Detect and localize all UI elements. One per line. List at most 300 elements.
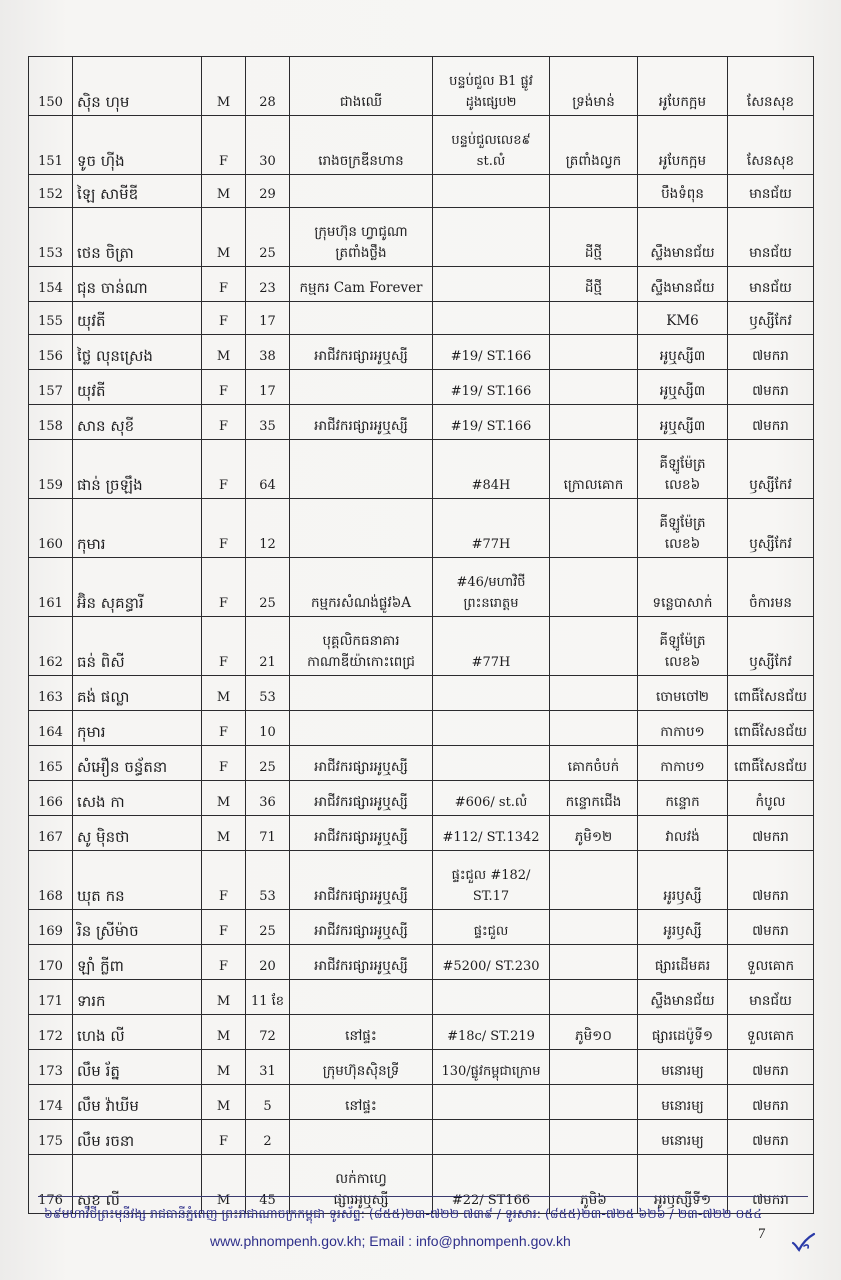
sex-text: F — [218, 596, 229, 611]
village-text: ភូមិ៦ — [580, 1192, 607, 1208]
address-cell — [433, 302, 550, 335]
district-cell — [728, 1015, 814, 1050]
district-cell — [728, 617, 814, 676]
table-row — [29, 910, 814, 945]
person-name-text: ទារក — [77, 992, 106, 1010]
district-cell — [728, 175, 814, 208]
occupation-cell — [290, 980, 433, 1015]
patient-records-table — [28, 56, 814, 1214]
commune-text: កាកាប១ — [660, 724, 705, 740]
age-text: 5 — [263, 1099, 272, 1114]
occupation-cell — [290, 57, 433, 116]
commune-cell — [638, 980, 728, 1015]
row-number-text: 174 — [38, 1099, 63, 1114]
row-number-text: 169 — [38, 924, 63, 939]
village-cell — [550, 175, 638, 208]
district-text: ៧មករា — [752, 1133, 789, 1149]
village-text: ទ្រង់មាន់ — [572, 94, 615, 110]
row-number-cell — [29, 851, 73, 910]
person-name-text: ថេន ចិត្រា — [77, 244, 134, 262]
person-name-text: សូ មុិនថា — [77, 828, 130, 846]
district-cell — [728, 1120, 814, 1155]
sex-cell — [202, 1015, 246, 1050]
village-cell — [550, 302, 638, 335]
person-name-cell — [73, 208, 202, 267]
commune-cell — [638, 116, 728, 175]
district-cell — [728, 440, 814, 499]
age-cell — [246, 116, 290, 175]
age-cell — [246, 440, 290, 499]
village-text: គោកចំបក់ — [567, 759, 620, 775]
person-name-text: ទូច ហ៊ីង — [77, 152, 125, 170]
person-name-text: ហេង លី — [77, 1027, 125, 1045]
sex-cell — [202, 558, 246, 617]
district-text: ៧មករា — [752, 1192, 789, 1208]
age-text: 72 — [259, 1029, 276, 1044]
sex-text: F — [218, 959, 229, 974]
district-cell — [728, 1085, 814, 1120]
occupation-cell — [290, 405, 433, 440]
person-name-cell — [73, 980, 202, 1015]
occupation-text: ក្រុមហ៊ុន ហ្វាជូណា ត្រពាំងថ្លឹង — [314, 224, 408, 261]
address-cell — [433, 558, 550, 617]
occupation-cell — [290, 1015, 433, 1050]
age-cell — [246, 175, 290, 208]
age-text: 28 — [259, 95, 276, 110]
row-number-text: 150 — [38, 95, 63, 110]
occupation-text: ជាងឈើ — [339, 94, 383, 110]
occupation-text: លក់កាហ្វេ ផ្សារអូឬស្សី — [333, 1171, 389, 1208]
age-cell — [246, 1085, 290, 1120]
commune-text: ចោមចៅ២ — [655, 689, 710, 705]
row-number-text: 163 — [38, 690, 63, 705]
age-text: 71 — [259, 830, 276, 845]
row-number-text: 157 — [38, 384, 63, 399]
address-text: #77H — [471, 537, 511, 552]
age-text: 17 — [259, 384, 276, 399]
person-name-cell — [73, 851, 202, 910]
age-text: 25 — [259, 924, 276, 939]
row-number-cell — [29, 440, 73, 499]
age-cell — [246, 405, 290, 440]
sex-cell — [202, 1050, 246, 1085]
person-name-text: ថ្លៃ លុនស្រេង — [77, 347, 153, 365]
address-text: #77H — [471, 655, 511, 670]
occupation-cell — [290, 370, 433, 405]
table-row — [29, 208, 814, 267]
commune-text: ផ្សារដើមគរ — [654, 958, 711, 974]
age-cell — [246, 1155, 290, 1214]
age-text: 30 — [259, 154, 276, 169]
table-row — [29, 711, 814, 746]
sex-text: F — [218, 384, 229, 399]
age-text: 17 — [259, 314, 276, 329]
village-cell — [550, 335, 638, 370]
table-row — [29, 945, 814, 980]
row-number-cell — [29, 676, 73, 711]
sex-cell — [202, 945, 246, 980]
person-name-cell — [73, 175, 202, 208]
person-name-text: សេង កា — [77, 793, 125, 811]
occupation-text: អាជីវករផ្សារអូឬស្សី — [314, 829, 408, 845]
village-cell — [550, 370, 638, 405]
district-cell — [728, 711, 814, 746]
village-cell — [550, 711, 638, 746]
occupation-cell — [290, 1120, 433, 1155]
occupation-text: កម្មករ Cam Forever — [299, 280, 423, 296]
village-cell — [550, 1050, 638, 1085]
sex-text: M — [216, 1099, 231, 1114]
age-text: 11 ខែ — [250, 994, 285, 1009]
person-name-cell — [73, 617, 202, 676]
row-number-text: 162 — [38, 655, 63, 670]
person-name-cell — [73, 302, 202, 335]
person-name-text: កុមារ — [77, 723, 106, 741]
commune-text: គីឡូម៉ែត្រ លេខ៦ — [659, 633, 706, 670]
village-text: ភូមិ១២ — [574, 829, 613, 845]
age-cell — [246, 617, 290, 676]
district-text: ៧មករា — [752, 418, 789, 434]
address-text: #19/ ST.166 — [450, 419, 532, 434]
sex-cell — [202, 370, 246, 405]
address-cell — [433, 617, 550, 676]
sex-text: F — [218, 478, 229, 493]
village-text: ក្រោលគោក — [563, 477, 624, 493]
address-cell — [433, 1120, 550, 1155]
district-cell — [728, 851, 814, 910]
row-number-cell — [29, 980, 73, 1015]
address-text: #84H — [471, 478, 511, 493]
commune-cell — [638, 781, 728, 816]
row-number-cell — [29, 1155, 73, 1214]
row-number-cell — [29, 617, 73, 676]
district-text: ពោធិ៍សែនជ័យ — [734, 759, 807, 775]
occupation-cell — [290, 440, 433, 499]
person-name-cell — [73, 57, 202, 116]
age-text: 25 — [259, 596, 276, 611]
occupation-cell — [290, 617, 433, 676]
village-cell — [550, 1015, 638, 1050]
commune-text: កាកាប១ — [660, 759, 705, 775]
age-cell — [246, 1050, 290, 1085]
commune-cell — [638, 1155, 728, 1214]
sex-cell — [202, 816, 246, 851]
age-text: 20 — [259, 959, 276, 974]
occupation-cell — [290, 746, 433, 781]
table-row — [29, 1085, 814, 1120]
address-text: ផ្ទះជួល #182/ ST.17 — [451, 868, 531, 904]
sex-cell — [202, 711, 246, 746]
age-text: 23 — [259, 281, 276, 296]
person-name-text: ជុន ចាន់ណា — [77, 279, 148, 297]
person-name-cell — [73, 910, 202, 945]
table-row — [29, 1050, 814, 1085]
district-text: ៧មករា — [752, 348, 789, 364]
age-cell — [246, 746, 290, 781]
person-name-text: លឹម វ៉ាឃីម — [77, 1097, 139, 1115]
age-text: 25 — [259, 760, 276, 775]
person-name-cell — [73, 335, 202, 370]
district-text: ឫស្សីកែវ — [749, 313, 792, 329]
row-number-cell — [29, 57, 73, 116]
commune-cell — [638, 57, 728, 116]
commune-text: កន្ទោក — [665, 794, 700, 810]
footer-contact: www.phnompenh.gov.kh; Email : info@phnompenh.gov.kh — [210, 1233, 571, 1249]
occupation-text: អាជីវករផ្សារអូឬស្សី — [314, 923, 408, 939]
table-row — [29, 405, 814, 440]
sex-text: F — [218, 281, 229, 296]
village-cell — [550, 208, 638, 267]
commune-text: អូឬស្សី៣ — [659, 383, 706, 399]
address-cell — [433, 57, 550, 116]
age-cell — [246, 302, 290, 335]
page-number: 7 — [758, 1226, 766, 1242]
person-name-text: យុវតី — [77, 312, 106, 330]
sex-cell — [202, 302, 246, 335]
commune-text: បឹងទំពុន — [661, 186, 704, 202]
occupation-text: អាជីវករផ្សារអូឬស្សី — [314, 888, 408, 904]
address-cell — [433, 945, 550, 980]
table-row — [29, 370, 814, 405]
age-cell — [246, 910, 290, 945]
age-text: 29 — [259, 187, 276, 202]
table-row — [29, 440, 814, 499]
commune-cell — [638, 499, 728, 558]
district-cell — [728, 267, 814, 302]
row-number-text: 175 — [38, 1134, 63, 1149]
address-cell — [433, 781, 550, 816]
row-number-text: 152 — [38, 187, 63, 202]
age-cell — [246, 945, 290, 980]
commune-cell — [638, 208, 728, 267]
address-cell — [433, 267, 550, 302]
district-text: សែនសុខ — [746, 153, 795, 169]
village-cell — [550, 851, 638, 910]
commune-text: អូបែកក្អម — [658, 94, 707, 110]
age-cell — [246, 676, 290, 711]
district-cell — [728, 910, 814, 945]
address-text: #19/ ST.166 — [450, 349, 532, 364]
commune-cell — [638, 335, 728, 370]
age-text: 45 — [259, 1193, 276, 1208]
district-text: ចំការមន — [749, 595, 792, 611]
commune-text: គីឡូម៉ែត្រ លេខ៦ — [659, 456, 706, 493]
village-cell — [550, 1155, 638, 1214]
table-row — [29, 746, 814, 781]
person-name-cell — [73, 370, 202, 405]
address-cell — [433, 440, 550, 499]
village-cell — [550, 440, 638, 499]
address-text: 130/ផ្លូវកម្ពុជាក្រោម — [441, 1064, 541, 1079]
district-text: ឫស្សីកែវ — [749, 477, 792, 493]
person-name-text: ផាន់ ច្រឡឹង — [77, 476, 143, 494]
row-number-cell — [29, 558, 73, 617]
district-cell — [728, 335, 814, 370]
age-text: 35 — [259, 419, 276, 434]
occupation-cell — [290, 781, 433, 816]
sex-text: M — [216, 95, 231, 110]
person-name-text: យុវតី — [77, 382, 106, 400]
person-name-text: ឡាំ ក្លីពា — [77, 957, 124, 975]
district-text: ពោធិ៍សែនជ័យ — [734, 724, 807, 740]
age-text: 38 — [259, 349, 276, 364]
occupation-text: អាជីវករផ្សារអូឬស្សី — [314, 759, 408, 775]
row-number-cell — [29, 302, 73, 335]
commune-text: អូរឫស្សី — [663, 923, 702, 939]
district-text: ៧មករា — [752, 1098, 789, 1114]
row-number-cell — [29, 910, 73, 945]
occupation-text: កម្មករសំណង់ផ្លូវ៦A — [310, 595, 412, 611]
commune-cell — [638, 617, 728, 676]
address-cell — [433, 676, 550, 711]
occupation-text: អាជីវករផ្សារអូឬស្សី — [314, 958, 408, 974]
district-cell — [728, 558, 814, 617]
village-text: កន្ទោកជើង — [565, 794, 622, 810]
person-name-text: ឡៃ សាមីឌី — [77, 185, 139, 203]
district-text: ឫស្សីកែវ — [749, 536, 792, 552]
commune-text: KM6 — [666, 313, 699, 329]
person-name-text: ស៊ិន ហុម — [77, 93, 130, 111]
occupation-cell — [290, 302, 433, 335]
district-cell — [728, 370, 814, 405]
village-text: ដីថ្មី — [584, 245, 603, 261]
row-number-text: 171 — [38, 994, 63, 1009]
row-number-text: 165 — [38, 760, 63, 775]
sex-text: F — [218, 889, 229, 904]
sex-text: F — [218, 537, 229, 552]
district-text: មានជ័យ — [749, 280, 792, 296]
district-cell — [728, 676, 814, 711]
address-cell — [433, 980, 550, 1015]
commune-cell — [638, 405, 728, 440]
age-cell — [246, 57, 290, 116]
occupation-cell — [290, 851, 433, 910]
commune-text: ផ្សារដេប៉ូទី១ — [651, 1028, 714, 1044]
person-name-cell — [73, 676, 202, 711]
village-cell — [550, 781, 638, 816]
commune-cell — [638, 746, 728, 781]
address-cell — [433, 208, 550, 267]
footer-divider — [38, 1196, 808, 1197]
sex-text: M — [216, 1029, 231, 1044]
commune-text: អូបែកក្អម — [658, 153, 707, 169]
sex-text: F — [218, 314, 229, 329]
commune-text: គីឡូម៉ែត្រ លេខ៦ — [659, 515, 706, 552]
occupation-cell — [290, 208, 433, 267]
row-number-cell — [29, 335, 73, 370]
sex-cell — [202, 267, 246, 302]
age-cell — [246, 370, 290, 405]
row-number-cell — [29, 781, 73, 816]
row-number-text: 173 — [38, 1064, 63, 1079]
district-cell — [728, 746, 814, 781]
commune-cell — [638, 1050, 728, 1085]
age-cell — [246, 1120, 290, 1155]
occupation-cell — [290, 711, 433, 746]
age-text: 31 — [259, 1064, 276, 1079]
address-cell — [433, 405, 550, 440]
age-cell — [246, 711, 290, 746]
commune-text: ស្ទឹងមានជ័យ — [650, 993, 715, 1009]
address-cell — [433, 711, 550, 746]
row-number-text: 159 — [38, 478, 63, 493]
person-name-cell — [73, 1050, 202, 1085]
row-number-text: 164 — [38, 725, 63, 740]
occupation-cell — [290, 1085, 433, 1120]
age-cell — [246, 499, 290, 558]
records-body — [29, 57, 814, 1214]
person-name-cell — [73, 711, 202, 746]
row-number-cell — [29, 267, 73, 302]
table-row — [29, 499, 814, 558]
age-text: 2 — [263, 1134, 272, 1149]
address-cell — [433, 851, 550, 910]
address-cell — [433, 335, 550, 370]
village-cell — [550, 816, 638, 851]
village-cell — [550, 617, 638, 676]
table-row — [29, 816, 814, 851]
district-text: ឫស្សីកែវ — [749, 654, 792, 670]
district-text: មានជ័យ — [749, 186, 792, 202]
address-text: បន្ទប់ជួល B1 ផ្លូវ ដូងផ្សេប២ — [449, 74, 533, 110]
row-number-text: 168 — [38, 889, 63, 904]
person-name-cell — [73, 1120, 202, 1155]
sex-cell — [202, 1155, 246, 1214]
sex-cell — [202, 910, 246, 945]
row-number-text: 170 — [38, 959, 63, 974]
person-name-text: លឹម រចនា — [77, 1132, 135, 1150]
commune-cell — [638, 267, 728, 302]
occupation-cell — [290, 816, 433, 851]
village-cell — [550, 910, 638, 945]
row-number-text: 160 — [38, 537, 63, 552]
commune-cell — [638, 370, 728, 405]
row-number-cell — [29, 208, 73, 267]
occupation-cell — [290, 335, 433, 370]
occupation-text: នៅផ្ទះ — [345, 1098, 377, 1114]
district-cell — [728, 302, 814, 335]
occupation-cell — [290, 1050, 433, 1085]
address-cell — [433, 175, 550, 208]
occupation-cell — [290, 116, 433, 175]
sex-text: F — [218, 760, 229, 775]
sex-text: M — [216, 246, 231, 261]
commune-cell — [638, 558, 728, 617]
table-row — [29, 851, 814, 910]
district-cell — [728, 781, 814, 816]
row-number-cell — [29, 746, 73, 781]
district-text: សែនសុខ — [746, 94, 795, 110]
table-row — [29, 116, 814, 175]
person-name-cell — [73, 816, 202, 851]
district-text: ៧មករា — [752, 923, 789, 939]
occupation-text: បុគ្គលិកធនាគារ កាណាឌីយ៉ាកោះពេជ្រ — [307, 633, 415, 670]
sex-cell — [202, 781, 246, 816]
check-mark-icon — [790, 1232, 816, 1252]
person-name-cell — [73, 781, 202, 816]
person-name-text: លឹម រ័ត្ន — [77, 1062, 120, 1080]
commune-text: ស្ទឹងមានជ័យ — [650, 245, 715, 261]
village-text: ត្រពាំងល្វក — [565, 153, 622, 169]
row-number-cell — [29, 1085, 73, 1120]
person-name-text: រិន ស្រីម៉ាច — [77, 922, 139, 940]
address-text: ផ្ទះជួល — [473, 924, 509, 939]
occupation-cell — [290, 175, 433, 208]
address-text: #18c/ ST.219 — [447, 1029, 535, 1044]
address-cell — [433, 746, 550, 781]
age-text: 21 — [259, 655, 276, 670]
sex-cell — [202, 175, 246, 208]
